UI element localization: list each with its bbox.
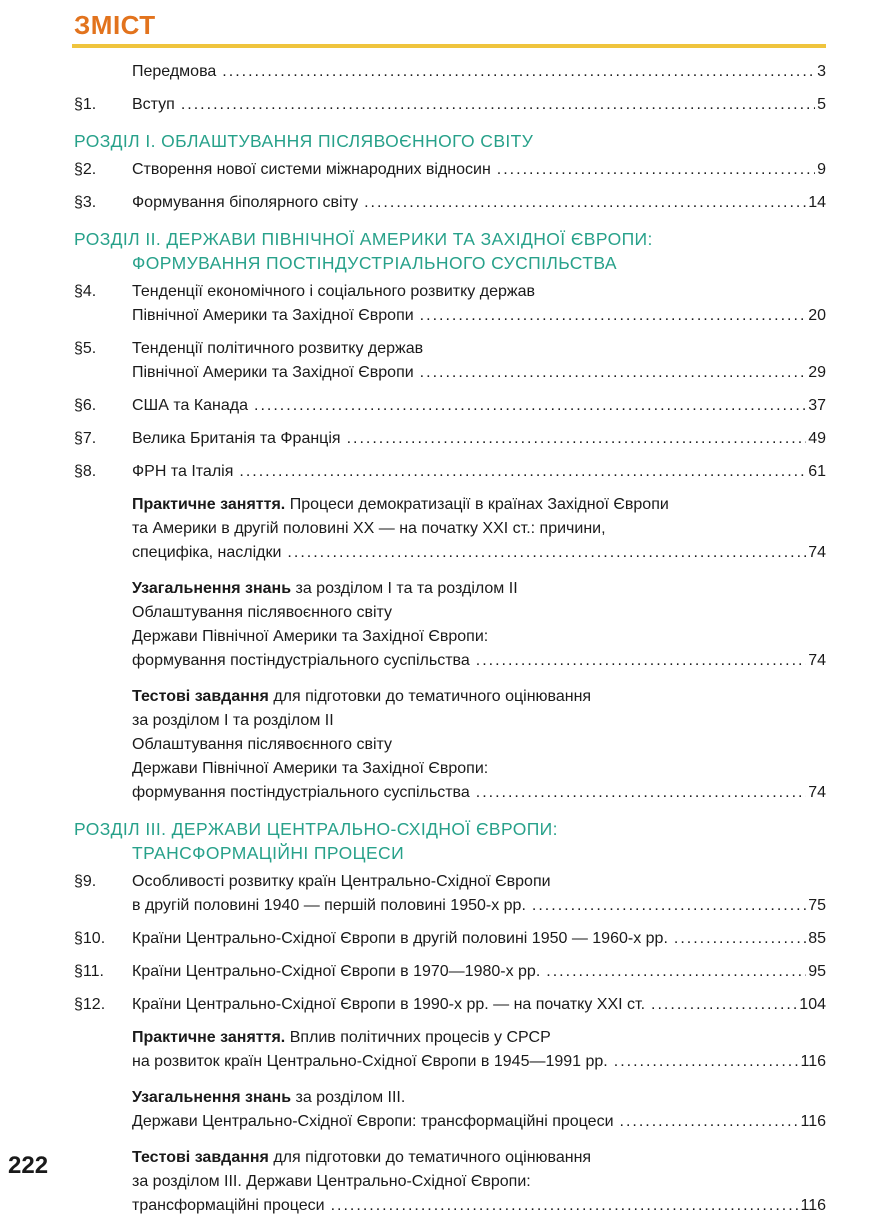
entry-title-text (132, 541, 281, 565)
entry-title (132, 280, 826, 328)
entry-title-segment: трансформаційні процеси (132, 1197, 325, 1214)
entry-title-segment: Облаштування післявоєнного світу (132, 736, 393, 753)
entry-title-line (132, 394, 826, 418)
entry-title-text (132, 1149, 591, 1166)
entry-title-line (132, 280, 826, 304)
leader-dots (476, 781, 806, 805)
entry-title-text (132, 927, 668, 951)
leader-dots (347, 427, 807, 451)
entry-title-line (132, 361, 826, 385)
page-ref[interactable]: 49 (808, 430, 826, 447)
page-ref[interactable]: 14 (808, 194, 826, 211)
entry-title-segment: Процеси демократизації в країнах Західної Європи (285, 496, 669, 513)
paragraph-number: §11. (74, 963, 104, 980)
entry-title (132, 870, 826, 918)
section-heading-line: РОЗДІЛ ІІ. ДЕРЖАВИ ПІВНІЧНОЇ АМЕРИКИ ТА ЗАХІДНОЇ ЄВРОПИ: (74, 229, 653, 249)
entry-title (132, 1086, 826, 1134)
entry-title-segment: Північної Америки та Західної Європи (132, 307, 414, 324)
entry-title-text (132, 649, 470, 673)
entry-title-segment: для підготовки до тематичного оцінювання (268, 1149, 592, 1166)
section-heading-line: РОЗДІЛ ІІІ. ДЕРЖАВИ ЦЕНТРАЛЬНО-СХІДНОЇ ЄВРОПИ: (74, 819, 558, 839)
entry-title-segment: Велика Британія та Франція (132, 430, 341, 447)
entry-title-text (132, 304, 414, 328)
entry-title-segment: Особливості розвитку країн Центрально-Східної Європи (132, 873, 551, 890)
paragraph-number: §2. (74, 161, 97, 178)
entry-title (132, 993, 826, 1017)
entry-title-line (132, 685, 826, 709)
entry-title-text (132, 520, 606, 537)
page-ref[interactable]: 116 (800, 1053, 826, 1070)
section-heading (74, 227, 826, 275)
page-ref[interactable]: 5 (817, 96, 826, 113)
entry-bold-label: Практичне заняття. (132, 496, 286, 513)
entry-title-line (132, 870, 826, 894)
toc-special-entry[interactable] (74, 1146, 826, 1218)
paragraph-number: §1. (74, 96, 97, 113)
page-ref[interactable]: 29 (808, 364, 826, 381)
toc-entry[interactable] (74, 870, 826, 918)
section-heading-line: ФОРМУВАННЯ ПОСТІНДУСТРІАЛЬНОГО СУСПІЛЬСТВА (132, 253, 617, 273)
leader-dots (420, 361, 807, 385)
entry-title-line (132, 960, 826, 984)
table-of-contents (74, 60, 826, 1230)
leader-dots (614, 1050, 799, 1074)
entry-title (132, 93, 826, 117)
entry-title-segment: Формування біполярного світу (132, 194, 359, 211)
entry-title (132, 577, 826, 673)
entry-title-segment: Передмова (132, 63, 217, 80)
entry-title (132, 685, 826, 805)
entry-title (132, 960, 826, 984)
entry-title-text (132, 1029, 551, 1046)
section-heading-line: РОЗДІЛ І. ОБЛАШТУВАННЯ ПІСЛЯВОЄННОГО СВІТУ (74, 131, 534, 151)
entry-title-text (132, 427, 341, 451)
page-ref[interactable]: 116 (800, 1197, 826, 1214)
entry-title (132, 1026, 826, 1074)
page-ref[interactable]: 104 (799, 996, 826, 1013)
paragraph-number: §3. (74, 194, 97, 211)
entry-title-segment: в другій половині 1940 — першій половині 1950-х рр. (132, 897, 526, 914)
entry-title-segment: за розділом І та та розділом ІІ (291, 580, 518, 597)
entry-title-line (132, 601, 826, 625)
paragraph-number: §4. (74, 283, 97, 300)
entry-title-text (132, 1050, 608, 1074)
entry-title-text (132, 158, 491, 182)
entry-title-line (132, 427, 826, 451)
page-ref[interactable]: 61 (808, 463, 826, 480)
toc-entry[interactable] (74, 191, 826, 215)
entry-title-segment: Держави Північної Америки та Західної Європи: (132, 760, 489, 777)
paragraph-number: §10. (74, 930, 106, 947)
entry-title-segment: за розділом І та розділом ІІ (132, 712, 334, 729)
paragraph-number (74, 60, 132, 84)
entry-title-text (132, 873, 551, 890)
entry-bold-label: Узагальнення знань (132, 1089, 292, 1106)
toc-entry[interactable] (74, 960, 826, 984)
entry-title-segment: Держави Північної Америки та Західної Європи: (132, 628, 489, 645)
entry-title-segment: для підготовки до тематичного оцінювання (268, 688, 592, 705)
page-ref[interactable]: 20 (808, 307, 826, 324)
entry-title-line (132, 1170, 826, 1194)
entry-title-text (132, 712, 334, 729)
leader-dots (254, 394, 806, 418)
entry-title-line (132, 541, 826, 565)
leader-dots (620, 1110, 799, 1134)
paragraph-number: §8. (74, 463, 97, 480)
entry-title-segment: формування постіндустріального суспільства (132, 652, 470, 669)
entry-title-line (132, 493, 826, 517)
toc-entry[interactable] (74, 158, 826, 182)
entry-title-segment: Вступ (132, 96, 175, 113)
toc-entry[interactable] (74, 394, 826, 418)
entry-title-line (132, 927, 826, 951)
toc-entry[interactable] (74, 60, 826, 84)
entry-title (132, 60, 826, 84)
page-ref[interactable]: 74 (808, 544, 826, 561)
leader-dots (222, 60, 815, 84)
entry-title-line (132, 1050, 826, 1074)
toc-entry[interactable] (74, 927, 826, 951)
entry-title-line (132, 460, 826, 484)
entry-title-text (132, 1110, 614, 1134)
entry-title-line (132, 625, 826, 649)
entry-title-text (132, 340, 423, 357)
leader-dots (532, 894, 806, 918)
entry-title-line (132, 304, 826, 328)
entry-title-segment: Тенденції економічного і соціального розвитку держав (132, 283, 535, 300)
entry-title-text (132, 1194, 325, 1218)
entry-title-text (132, 361, 414, 385)
toc-entry[interactable] (74, 93, 826, 117)
entry-title-line (132, 894, 826, 918)
entry-title-text (132, 60, 216, 84)
toc-entry[interactable] (74, 337, 826, 385)
page-ref[interactable]: 74 (808, 652, 826, 669)
section-heading (74, 817, 826, 865)
entry-title-line (132, 60, 826, 84)
entry-title-text (132, 960, 540, 984)
entry-title-text (132, 688, 591, 705)
entry-title-segment: Вплив політичних процесів у СРСР (285, 1029, 551, 1046)
entry-title-text (132, 580, 518, 597)
entry-title-line (132, 577, 826, 601)
page-ref[interactable]: 116 (800, 1113, 826, 1130)
leader-dots (181, 93, 815, 117)
toc-special-entry[interactable] (74, 1086, 826, 1134)
section-heading-line: ТРАНСФОРМАЦІЙНІ ПРОЦЕСИ (132, 843, 405, 863)
entry-title-text (132, 760, 488, 777)
page-number: 222 (8, 1152, 49, 1179)
paragraph-number: §6. (74, 397, 97, 414)
entry-title-line (132, 93, 826, 117)
toc-entry[interactable] (74, 280, 826, 328)
leader-dots (497, 158, 815, 182)
entry-title-line (132, 1086, 826, 1110)
entry-title-segment: та Америки в другій половині XX — на початку XXI ст.: причини, (132, 520, 606, 537)
toc-special-entry[interactable] (74, 493, 826, 565)
entry-title (132, 927, 826, 951)
entry-title-segment: Створення нової системи міжнародних відносин (132, 161, 491, 178)
entry-title-segment: Тенденції політичного розвитку держав (132, 340, 424, 357)
leader-dots (546, 960, 806, 984)
paragraph-number: §12. (74, 996, 106, 1013)
entry-title-text (132, 496, 669, 513)
entry-title-text (132, 93, 175, 117)
entry-title-segment: Північної Америки та Західної Європи (132, 364, 414, 381)
page-ref[interactable]: 95 (808, 963, 826, 980)
entry-title-line (132, 649, 826, 673)
leader-dots (364, 191, 806, 215)
toc-special-entry[interactable] (74, 685, 826, 805)
entry-title (132, 460, 826, 484)
entry-title-text (132, 781, 470, 805)
entry-title-segment: за розділом ІІІ. (291, 1089, 406, 1106)
entry-title-line (132, 337, 826, 361)
entry-title-text (132, 191, 358, 215)
entry-title-segment: Облаштування післявоєнного світу (132, 604, 393, 621)
entry-title-segment: Країни Центрально-Східної Європи в 1990-х рр. — на початку XXI ст. (132, 996, 646, 1013)
page-ref[interactable]: 37 (808, 397, 826, 414)
entry-title-segment: Країни Центрально-Східної Європи в другій половині 1950 — 1960-х рр. (132, 930, 668, 947)
entry-title-segment: формування постіндустріального суспільства (132, 784, 470, 801)
page-ref[interactable]: 9 (817, 161, 826, 178)
entry-title-text (132, 993, 645, 1017)
entry-title-segment: ФРН та Італія (132, 463, 234, 480)
toc-entry[interactable] (74, 993, 826, 1017)
entry-title-text (132, 604, 392, 621)
entry-bold-label: Узагальнення знань (132, 580, 292, 597)
page-ref[interactable]: 85 (808, 930, 826, 947)
entry-title-line (132, 993, 826, 1017)
entry-title-line (132, 1194, 826, 1218)
leader-dots (674, 927, 806, 951)
entry-title-text (132, 460, 233, 484)
entry-title-segment: специфіка, наслідки (132, 544, 282, 561)
entry-title-segment: Країни Центрально-Східної Європи в 1970—1980-х рр. (132, 963, 541, 980)
toc-special-entry[interactable] (74, 577, 826, 673)
entry-title-text (132, 394, 248, 418)
entry-title-text (132, 283, 535, 300)
paragraph-number: §5. (74, 340, 97, 357)
entry-title-text (132, 894, 526, 918)
entry-title-line (132, 1146, 826, 1170)
entry-title (132, 337, 826, 385)
entry-title-text (132, 1173, 531, 1190)
page-ref[interactable]: 74 (808, 784, 826, 801)
entry-title-segment: США та Канада (132, 397, 249, 414)
paragraph-number: §7. (74, 430, 97, 447)
entry-title-line (132, 1110, 826, 1134)
leader-dots (287, 541, 806, 565)
section-heading (74, 129, 826, 153)
page-ref[interactable]: 75 (808, 897, 826, 914)
page-title: ЗМІСТ (74, 10, 156, 40)
entry-title-line (132, 517, 826, 541)
entry-title-text (132, 1089, 405, 1106)
entry-title-segment: на розвиток країн Центрально-Східної Європи в 1945—1991 рр. (132, 1053, 608, 1070)
entry-title-line (132, 757, 826, 781)
entry-title (132, 493, 826, 565)
entry-title (132, 394, 826, 418)
entry-title-segment: Держави Центрально-Східної Європи: трансформаційні процеси (132, 1113, 614, 1130)
entry-title-text (132, 736, 392, 753)
toc-entry[interactable] (74, 460, 826, 484)
entry-bold-label: Тестові завдання (132, 1149, 269, 1166)
entry-title-line (132, 1026, 826, 1050)
entry-title (132, 191, 826, 215)
title-rule (72, 44, 826, 48)
paragraph-number: §9. (74, 873, 97, 890)
entry-title-segment: за розділом ІІІ. Держави Центрально-Східної Європи: (132, 1173, 531, 1190)
entry-title-line (132, 158, 826, 182)
entry-title-line (132, 781, 826, 805)
page-ref[interactable]: 3 (817, 63, 826, 80)
entry-title (132, 158, 826, 182)
entry-title-text (132, 628, 488, 645)
toc-entry[interactable] (74, 427, 826, 451)
entry-title-line (132, 709, 826, 733)
entry-title (132, 1146, 826, 1218)
leader-dots (651, 993, 797, 1017)
entry-title-line (132, 191, 826, 215)
entry-title-line (132, 733, 826, 757)
leader-dots (420, 304, 807, 328)
leader-dots (239, 460, 806, 484)
entry-title (132, 427, 826, 451)
leader-dots (331, 1194, 799, 1218)
leader-dots (476, 649, 806, 673)
toc-special-entry[interactable] (74, 1026, 826, 1074)
entry-bold-label: Практичне заняття. (132, 1029, 286, 1046)
entry-bold-label: Тестові завдання (132, 688, 269, 705)
